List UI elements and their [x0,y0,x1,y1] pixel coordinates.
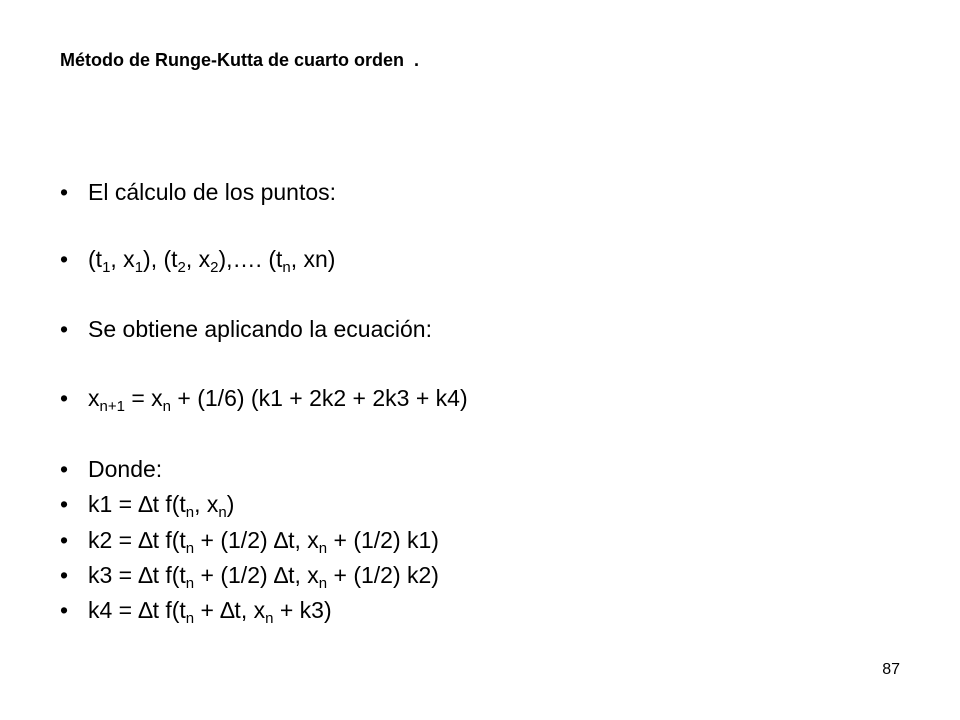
text-run: + ∆t, x [194,597,266,623]
subscript: n [185,575,195,592]
text-run: , x [110,246,135,272]
bullet-dot: • [60,316,69,342]
text-run: , x [194,491,219,517]
bullet-text [88,491,235,521]
bullet-item [60,178,336,206]
subscript: n [218,504,227,521]
bullet-item [60,455,162,483]
bullet-text [88,562,439,592]
subscript: n [162,398,172,415]
text-run: + (1/2) ∆t, x [194,527,319,553]
bullet-item [60,596,332,627]
text-run: + (1/2) k1) [327,527,439,553]
subscript: n [318,540,328,557]
bullet-dot: • [60,385,69,411]
bullet-text [88,179,336,205]
bullet-list [60,0,940,720]
bullet-item [60,490,235,521]
bullet-dot: • [60,491,69,517]
text-run: k1 = ∆t f(t [88,491,186,517]
text-run: (t [88,246,103,272]
bullet-dot: • [60,527,69,553]
bullet-dot: • [60,597,69,623]
text-run: Se obtiene aplicando la ecuación: [88,316,432,342]
bullet-item [60,245,336,276]
bullet-item [60,561,439,592]
subscript: n [185,504,195,521]
subscript: 2 [177,259,186,276]
bullet-item [60,384,468,415]
text-run: ), (t [143,246,178,272]
text-run: k3 = ∆t f(t [88,562,186,588]
text-run: + (1/2) ∆t, x [194,562,319,588]
page-number: 87 [882,661,900,678]
subscript: 2 [210,259,219,276]
text-run: + (1/6) (k1 + 2k2 + 2k3 + k4) [171,385,468,411]
text-run: k2 = ∆t f(t [88,527,186,553]
bullet-text [88,527,439,557]
bullet-item [60,315,432,343]
subscript: n [282,259,291,276]
bullet-item [60,526,439,557]
subscript: 1 [102,259,111,276]
text-run: El cálculo de los puntos: [88,179,337,205]
text-run: x [88,385,100,411]
text-run: ),…. (t [218,246,283,272]
slide-title: Método de Runge-Kutta de cuarto orden . [60,50,419,70]
bullet-text [88,246,336,276]
text-run: , xn) [290,246,336,272]
text-run: + (1/2) k2) [327,562,439,588]
text-run: , x [185,246,211,272]
bullet-text [88,316,432,342]
bullet-text [88,385,468,415]
subscript: n+1 [99,398,125,415]
text-run: Donde: [88,456,163,482]
bullet-dot: • [60,456,69,482]
bullet-dot: • [60,246,69,272]
text-run: = x [124,385,163,411]
bullet-text [88,456,162,482]
text-run: k4 = ∆t f(t [88,597,186,623]
subscript: 1 [134,259,144,276]
bullet-dot: • [60,179,69,205]
subscript: n [318,575,328,592]
bullet-dot: • [60,562,69,588]
subscript: n [265,610,274,627]
text-run: + k3) [273,597,332,623]
subscript: n [185,540,195,557]
subscript: n [185,610,195,627]
bullet-text [88,597,332,627]
text-run: ) [226,491,235,517]
